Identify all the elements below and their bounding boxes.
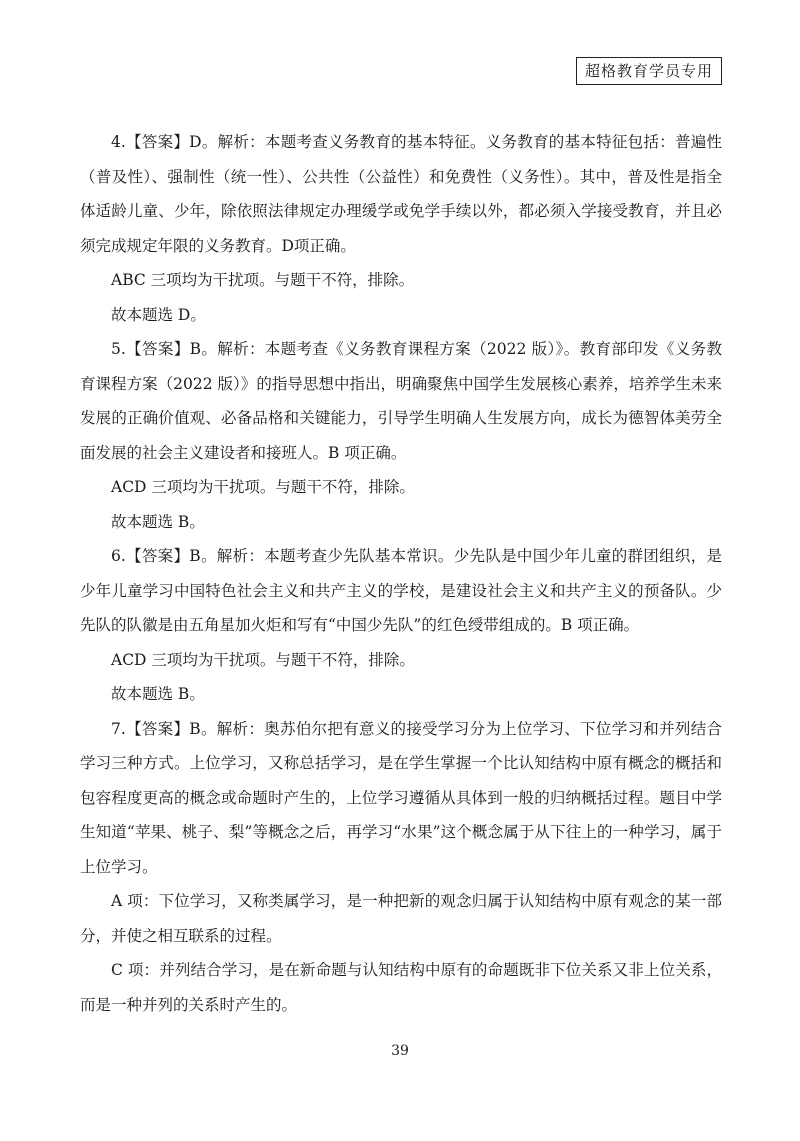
- answer-4-explanation: 4.【答案】D。解析：本题考查义务教育的基本特征。义务教育的基本特征包括：普遍性（普及性）、强制性（统一性）、公共性（公益性）和免费性（义务性）。其中，普及性是指全体适龄儿童、少年，除依照法律规定办理缓学或免学手续以外，都必须入学接受教育，并且必须完成规定年限的义务教育。D项正确。: [80, 133, 722, 255]
- page-number: 39: [391, 1043, 409, 1059]
- answer-4-distractors: ABC 三项均为干扰项。与题干不符，排除。: [111, 271, 415, 289]
- answer-6-explanation: 6.【答案】B。解析：本题考查少先队基本常识。少先队是中国少年儿童的群团组织，是少年儿童学习中国特色社会主义和共产主义的学校，是建设社会主义和共产主义的预备队。少先队的队徽是由五角星加火炬和写有“中国少先队”的红色绶带组成的。B 项正确。: [80, 547, 722, 634]
- answer-5-distractors: ACD 三项均为干扰项。与题干不符，排除。: [111, 478, 415, 496]
- document-body: [80, 125, 722, 1022]
- answer-5-conclusion: 故本题选 B。: [111, 512, 205, 531]
- answer-7-explanation: 7.【答案】B。解析：奥苏伯尔把有意义的接受学习分为上位学习、下位学习和并列结合学习三种方式。上位学习，又称总括学习，是在学生掌握一个比认知结构中原有概念的概括和包容程度更高的概念或命题时产生的，上位学习遵循从具体到一般的归纳概括过程。题目中学生知道“苹果、桃子、梨”等概念之后，再学习“水果”这个概念属于从下往上的一种学习，属于上位学习。: [80, 719, 722, 876]
- answer-6-distractors: ACD 三项均为干扰项。与题干不符，排除。: [111, 650, 415, 669]
- header-label: 超格教育学员专用: [576, 57, 722, 85]
- answer-7-option-a: A 项：下位学习，又称类属学习，是一种把新的观念归属于认知结构中原有观念的某一部分，并使之相互联系的过程。: [80, 892, 722, 945]
- answer-5-explanation: 5.【答案】B。解析：本题考查《义务教育课程方案（2022 版）》。教育部印发《义务教育课程方案（2022 版）》的指导思想中指出，明确聚焦中国学生发展核心素养，培养学生未来发展的正确价值观、必备品格和关键能力，引导学生明确人生发展方向，成长为德智体美劳全面发展的社会主义建设者和接班人。B 项正确。: [80, 340, 722, 462]
- answer-4-conclusion: 故本题选 D。: [111, 305, 206, 324]
- answer-7-option-c: C 项：并列结合学习，是在新命题与认知结构中原有的命题既非下位关系又非上位关系，而是一种并列的关系时产生的。: [80, 961, 722, 1014]
- answer-6-conclusion: 故本题选 B。: [111, 685, 205, 703]
